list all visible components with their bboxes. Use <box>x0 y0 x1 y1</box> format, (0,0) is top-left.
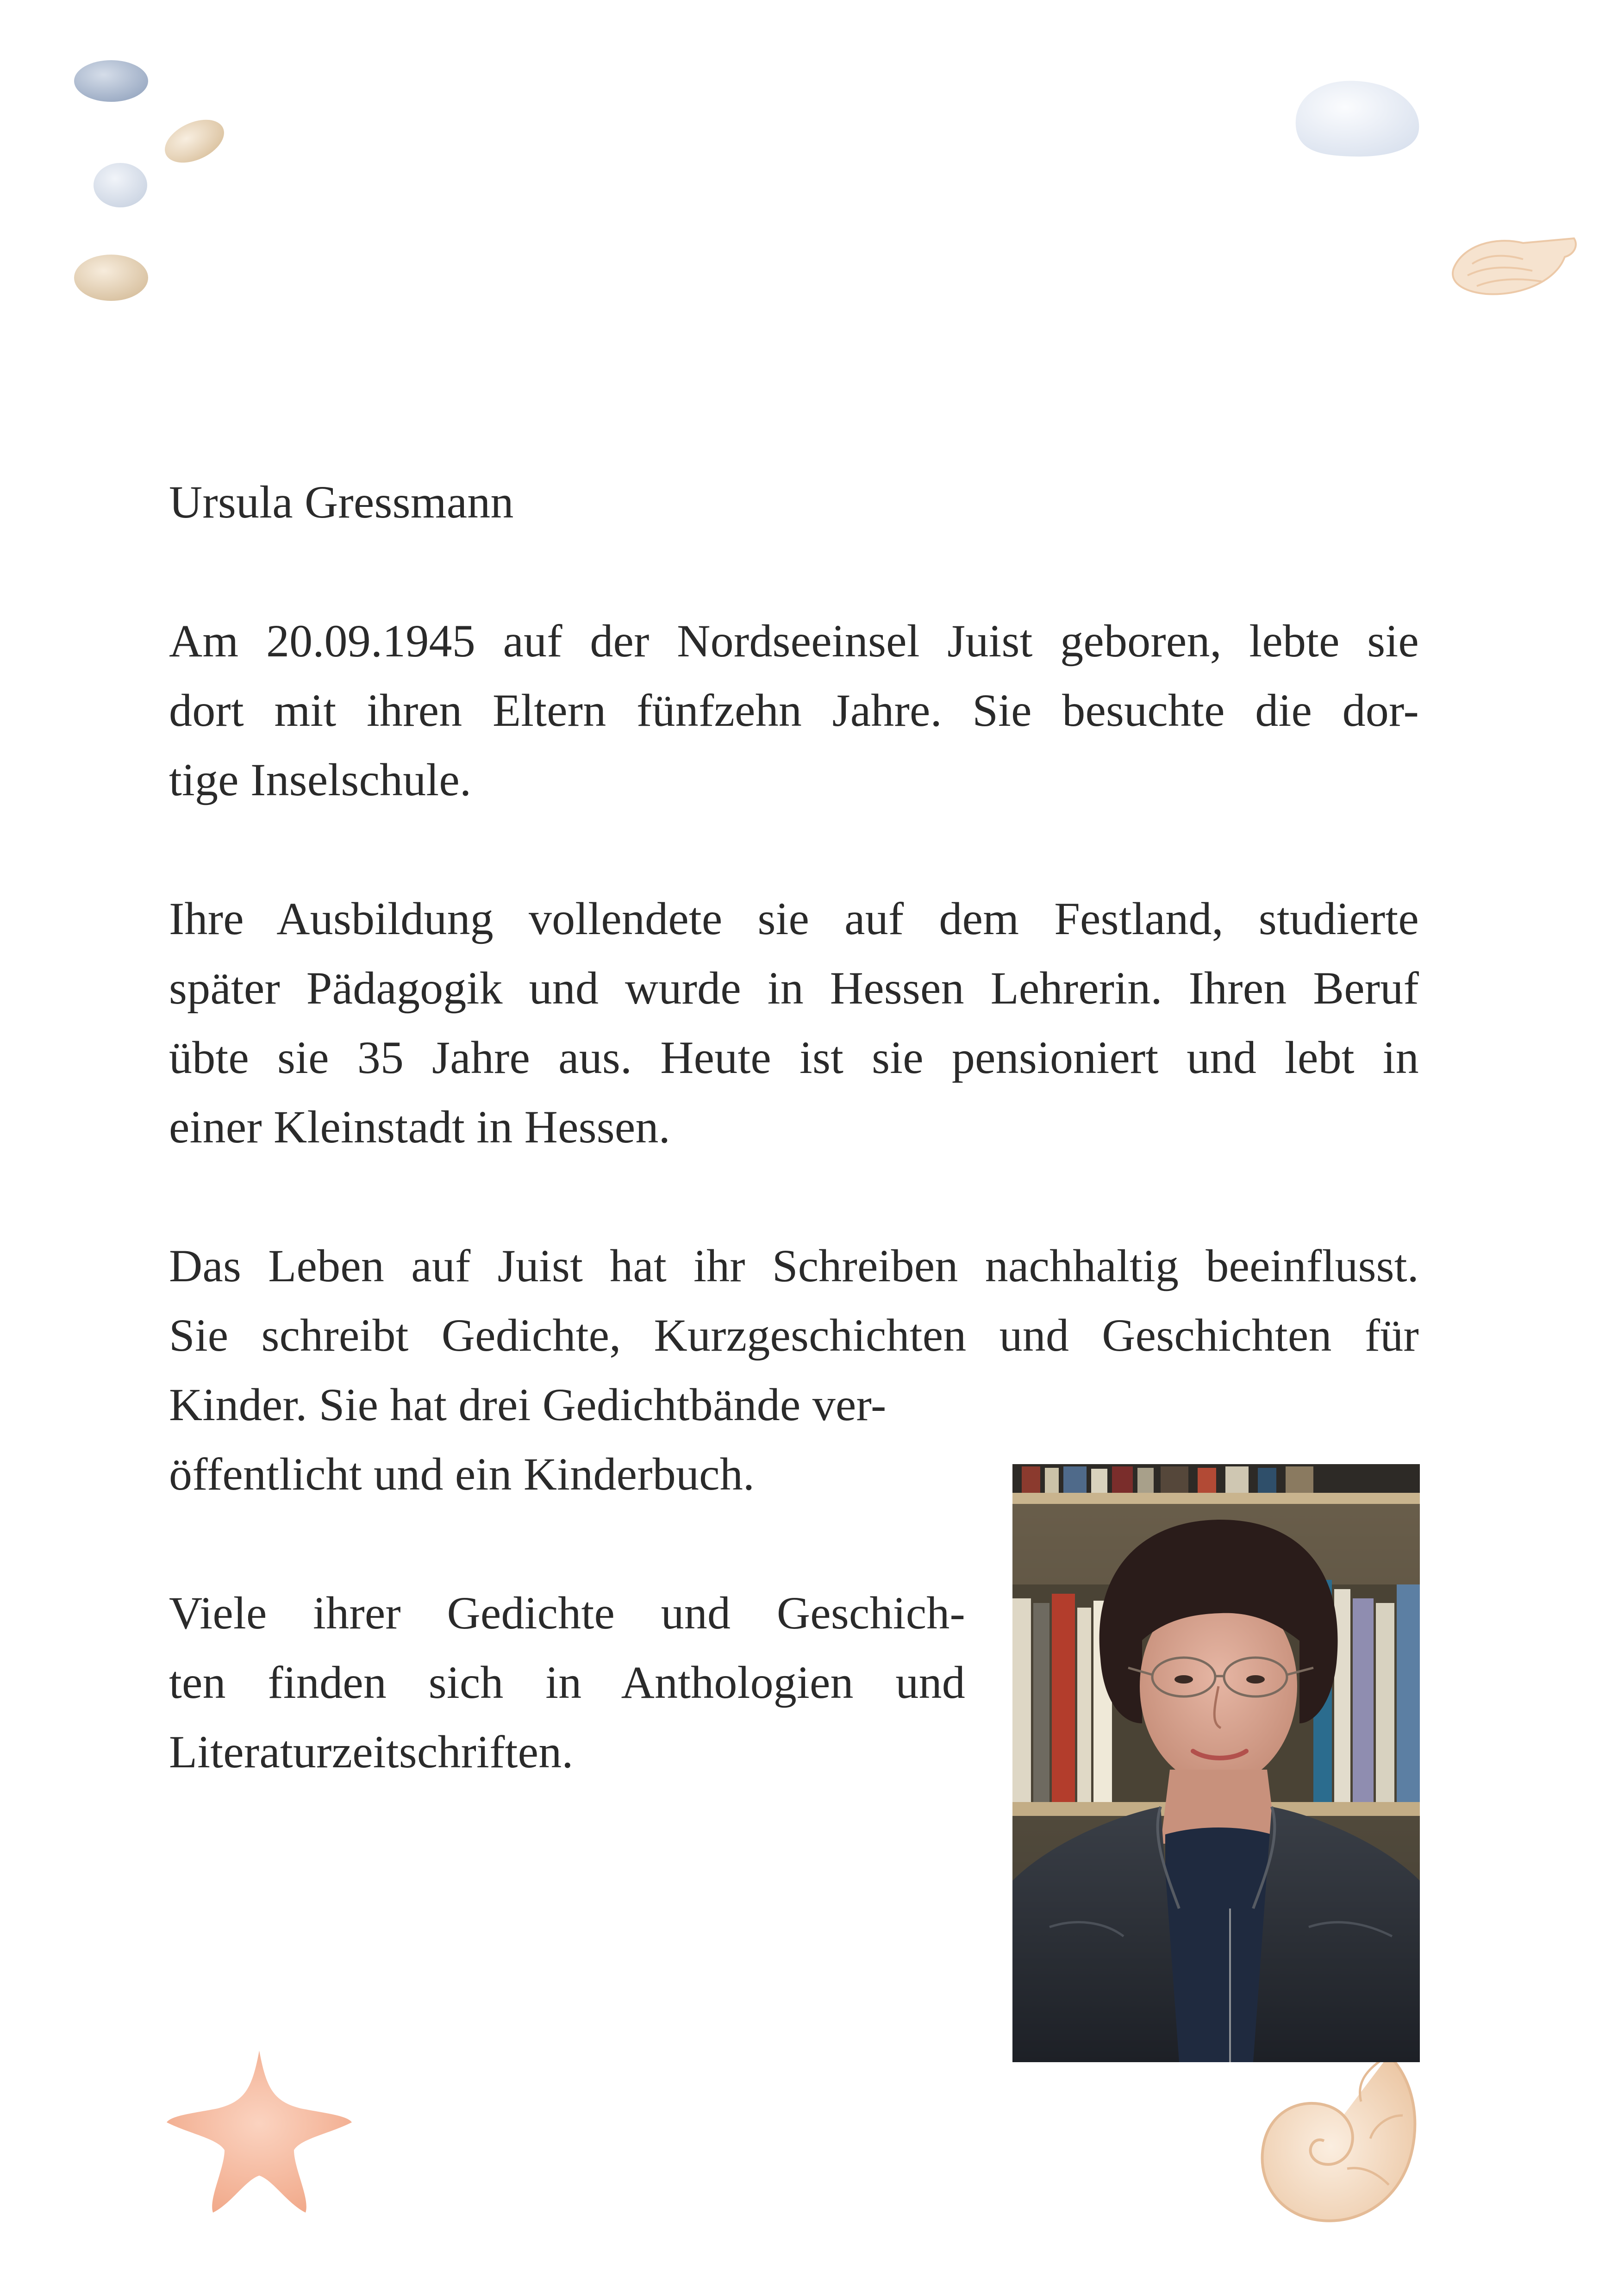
text-line: tige Inselschule. <box>169 754 472 805</box>
pebble-icon <box>1287 74 1426 162</box>
pebble-icon <box>69 250 153 306</box>
author-portrait-image <box>1012 1464 1420 2062</box>
snail-shell-icon <box>1250 2046 1426 2231</box>
pebble-icon <box>69 56 153 106</box>
text-line: ten finden sich in Anthologien und <box>169 1657 965 1708</box>
text-line: Literaturzeitschriften. <box>169 1726 574 1777</box>
text-line: einer Kleinstadt in Hessen. <box>169 1101 670 1153</box>
pebble-icon <box>90 160 150 211</box>
text-line: später Pädagogik und wurde in Hessen Lehrerin. Ihren Beruf <box>169 962 1419 1014</box>
text-line: übte sie 35 Jahre aus. Heute ist sie pensioniert und lebt in <box>169 1032 1419 1083</box>
text-line: öffentlicht und ein Kinderbuch. <box>169 1448 755 1500</box>
pebble-icon <box>160 113 229 169</box>
text-line: Das Leben auf Juist hat ihr Schreiben nachhaltig beeinflusst. <box>169 1240 1419 1291</box>
biography-paragraph-1 <box>169 606 1419 815</box>
starfish-icon <box>162 2046 356 2217</box>
author-name: Ursula Gressmann <box>169 476 514 528</box>
text-line: Sie schreibt Gedichte, Kurzgeschichten und Geschichten für <box>169 1310 1419 1361</box>
biography-paragraph-2 <box>169 884 1419 1162</box>
text-line: Ihre Ausbildung vollendete sie auf dem Festland, studierte <box>169 893 1419 944</box>
text-line: Kinder. Sie hat drei Gedichtbände ver- <box>169 1379 887 1430</box>
text-line: Viele ihrer Gedichte und Geschich- <box>169 1587 965 1639</box>
shell-icon <box>1444 218 1583 306</box>
text-line: Am 20.09.1945 auf der Nordseeinsel Juist geboren, lebte sie <box>169 615 1419 667</box>
text-line: dort mit ihren Eltern fünfzehn Jahre. Sie besuchte die dor- <box>169 685 1419 736</box>
